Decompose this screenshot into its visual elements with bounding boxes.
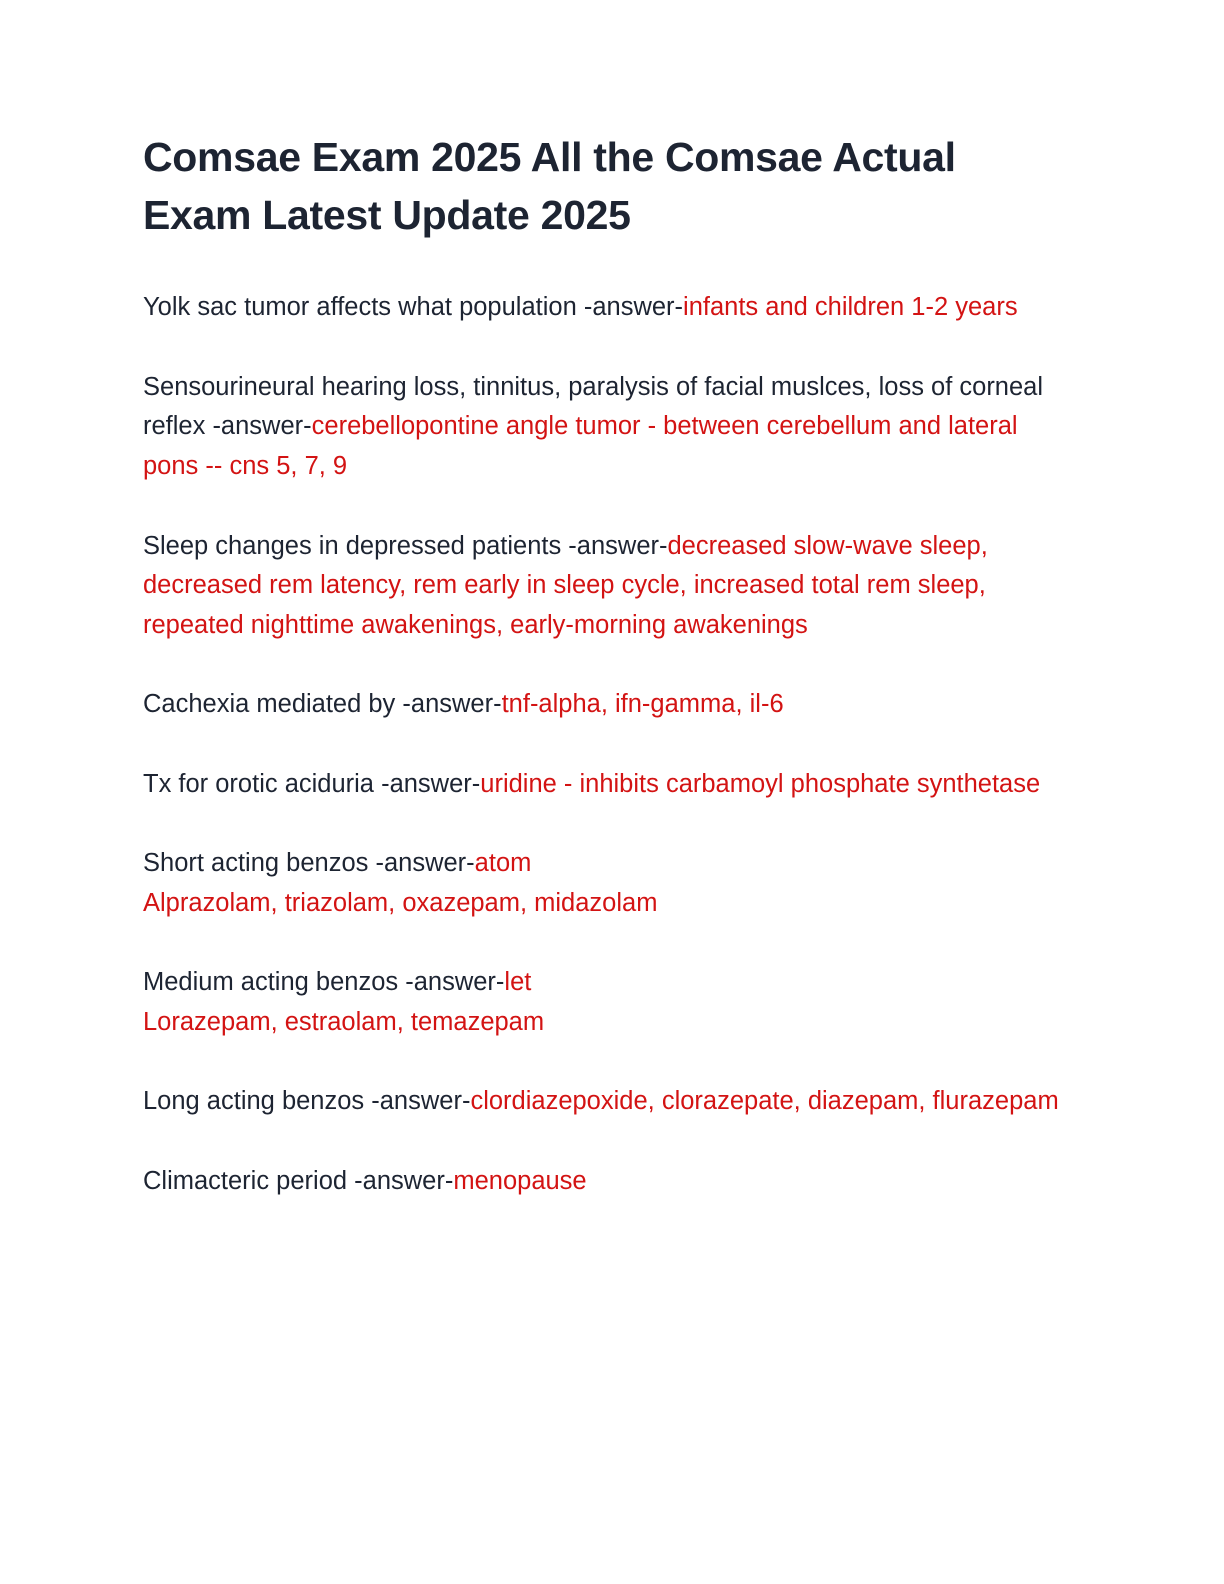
question-text: Sleep changes in depressed patients -answer- xyxy=(143,531,668,560)
qa-entry xyxy=(143,765,1078,805)
qa-entry xyxy=(143,844,1078,923)
answer-text: uridine - inhibits carbamoyl phosphate synthetase xyxy=(480,769,1041,798)
answer-text: menopause xyxy=(453,1166,587,1195)
qa-entry xyxy=(143,963,1078,1042)
question-text: Long acting benzos -answer- xyxy=(143,1087,471,1116)
question-text: Medium acting benzos -answer- xyxy=(143,968,505,997)
question-text: Sensourineural hearing loss, tinnitus, paralysis of facial muslces, loss of corneal reflex -answer- xyxy=(143,372,1044,441)
question-text: Climacteric period -answer- xyxy=(143,1166,454,1195)
question-text: Tx for orotic aciduria -answer- xyxy=(143,769,481,798)
answer-text: clordiazepoxide, clorazepate, diazepam, flurazepam xyxy=(470,1087,1059,1116)
qa-entry xyxy=(143,527,1078,646)
qa-entry xyxy=(143,685,1078,725)
answer-text: infants and children 1-2 years xyxy=(683,293,1018,322)
answer-text: decreased slow-wave sleep, decreased rem latency, rem early in sleep cycle, increased total rem sleep, repeated nighttime awakenings, early-morning awakenings xyxy=(143,531,988,639)
qa-list xyxy=(143,288,1084,1201)
answer-text: let xyxy=(504,968,532,997)
qa-entry xyxy=(143,1162,1078,1202)
question-text: Yolk sac tumor affects what population -answer- xyxy=(143,293,684,322)
qa-entry xyxy=(143,1082,1078,1122)
answer-second-line: Lorazepam, estraolam, temazepam xyxy=(143,1007,545,1036)
answer-text: cerebellopontine angle tumor - between cerebellum and lateral pons -- cns 5, 7, 9 xyxy=(143,412,1018,480)
question-text: Short acting benzos -answer- xyxy=(143,849,475,878)
qa-entry xyxy=(143,368,1078,487)
qa-entry xyxy=(143,288,1078,328)
answer-second-line: Alprazolam, triazolam, oxazepam, midazolam xyxy=(143,888,658,917)
page-title: Comsae Exam 2025 All the Comsae Actual Exam Latest Update 2025 xyxy=(143,134,956,239)
question-text: Cachexia mediated by -answer- xyxy=(143,690,502,719)
answer-text: tnf-alpha, ifn-gamma, il-6 xyxy=(501,690,784,719)
answer-text: atom xyxy=(474,849,532,878)
